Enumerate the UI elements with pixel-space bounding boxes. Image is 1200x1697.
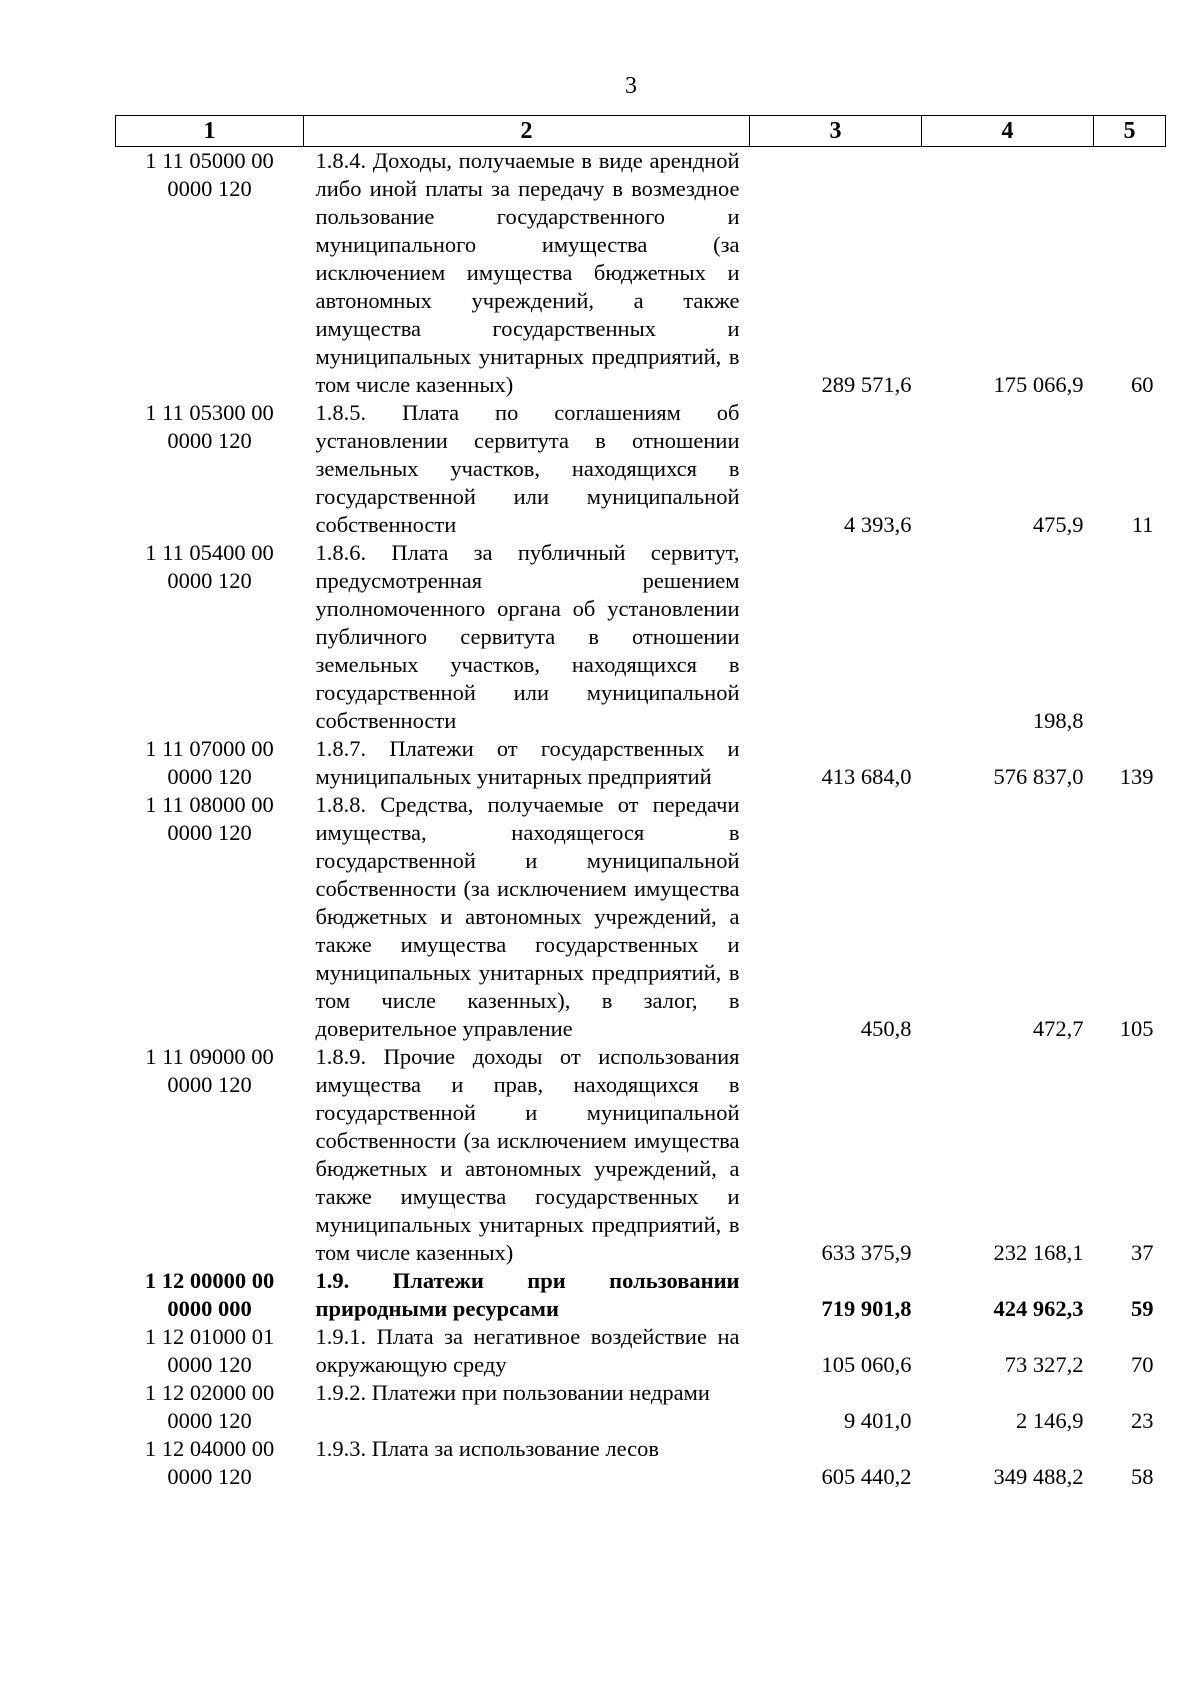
row-name: 1.8.7. Платежи от государственных и муниципальных унитарных предприятий <box>315 736 740 789</box>
row-value-col4: 73 327,2 <box>1004 1352 1084 1377</box>
row-code <box>116 539 304 735</box>
header-row <box>116 116 1166 147</box>
row-value-col3: 633 375,9 <box>821 1240 912 1265</box>
row-value-col3: 289 571,6 <box>821 372 912 397</box>
row-name: 1.8.9. Прочие доходы от использования имущества и прав, находящихся в государственной и муниципальной собственности (за исключением имущества бюджетных и автономных учреждений, а также имущества государственных и муниципальных унитарных предприятий, в том числе казенных) <box>315 1044 740 1265</box>
column-header-3: 3 <box>750 116 922 147</box>
row-code <box>116 1267 304 1323</box>
row-code-line-1: 1 12 02000 00 <box>144 1380 275 1405</box>
row-value-col3: 4 393,6 <box>844 512 912 537</box>
column-header-4: 4 <box>922 116 1094 147</box>
row-value-col5: 70 <box>1131 1352 1154 1377</box>
row-value-col4: 2 146,9 <box>1016 1408 1084 1433</box>
table-row <box>116 1043 1166 1267</box>
table-row <box>116 1323 1166 1379</box>
row-value-col5 <box>1094 539 1166 735</box>
row-code-line-1: 1 12 04000 00 <box>144 1436 275 1461</box>
row-code-line-2: 0000 120 <box>167 1464 252 1489</box>
row-value-col3 <box>750 539 922 735</box>
row-code <box>116 1379 304 1435</box>
row-code-line-2: 0000 120 <box>167 176 252 201</box>
row-value-col4: 472,7 <box>1032 1016 1084 1041</box>
row-value-col5: 59 <box>1131 1296 1154 1321</box>
row-value-col5: 23 <box>1131 1408 1154 1433</box>
row-value-col5: 37 <box>1131 1240 1154 1265</box>
row-value-col4: 198,8 <box>1032 708 1084 733</box>
table-row <box>116 399 1166 539</box>
row-code <box>116 791 304 1043</box>
page-number: 3 <box>625 73 637 99</box>
row-code <box>116 1435 304 1491</box>
row-value-col3: 105 060,6 <box>821 1352 912 1377</box>
row-name: 1.9.2. Платежи при пользовании недрами <box>315 1380 710 1405</box>
row-code-line-2: 0000 120 <box>167 764 252 789</box>
row-code-line-1: 1 11 05300 00 <box>145 400 274 425</box>
row-code-line-2: 0000 120 <box>167 568 252 593</box>
row-value-col5: 58 <box>1131 1464 1154 1489</box>
budget-table <box>115 115 1166 1491</box>
row-code-line-1: 1 12 00000 00 <box>144 1268 275 1293</box>
row-code-line-1: 1 11 05400 00 <box>145 540 274 565</box>
row-code-line-2: 0000 120 <box>167 820 252 845</box>
row-code <box>116 1323 304 1379</box>
row-code <box>116 399 304 539</box>
row-name: 1.8.5. Плата по соглашениям об установлении сервитута в отношении земельных участков, находящихся в государственной или муниципальной собственности <box>315 400 740 537</box>
row-value-col3: 9 401,0 <box>844 1408 912 1433</box>
column-header-2: 2 <box>304 116 750 147</box>
row-name: 1.9. Платежи при пользовании природными ресурсами <box>315 1268 740 1321</box>
table-row <box>116 539 1166 735</box>
row-value-col3: 719 901,8 <box>821 1296 912 1321</box>
row-code-line-2: 0000 120 <box>167 1408 252 1433</box>
row-code <box>116 147 304 400</box>
table-row <box>116 147 1166 400</box>
row-value-col3: 605 440,2 <box>821 1464 912 1489</box>
row-value-col5: 60 <box>1131 372 1154 397</box>
table-row <box>116 1435 1166 1491</box>
row-code-line-2: 0000 120 <box>167 1352 252 1377</box>
row-code <box>116 735 304 791</box>
row-value-col4: 475,9 <box>1032 512 1084 537</box>
row-code-line-1: 1 11 09000 00 <box>145 1044 274 1069</box>
row-value-col4: 576 837,0 <box>993 764 1084 789</box>
table-row <box>116 735 1166 791</box>
column-header-1: 1 <box>116 116 304 147</box>
row-value-col4: 424 962,3 <box>993 1296 1084 1321</box>
table-row <box>116 1267 1166 1323</box>
row-code-line-2: 0000 000 <box>167 1296 252 1321</box>
row-code-line-2: 0000 120 <box>167 1072 252 1097</box>
row-value-col4: 175 066,9 <box>993 372 1084 397</box>
row-code-line-2: 0000 120 <box>167 428 252 453</box>
row-value-col5: 105 <box>1119 1016 1154 1041</box>
row-name: 1.9.3. Плата за использование лесов <box>315 1436 660 1461</box>
row-value-col4: 232 168,1 <box>993 1240 1084 1265</box>
row-code-line-1: 1 11 08000 00 <box>145 792 274 817</box>
table-row <box>116 1379 1166 1435</box>
row-value-col5: 11 <box>1131 512 1154 537</box>
row-code-line-1: 1 11 07000 00 <box>145 736 274 761</box>
row-value-col5: 139 <box>1119 764 1154 789</box>
row-value-col4: 349 488,2 <box>993 1464 1084 1489</box>
column-header-5: 5 <box>1094 116 1166 147</box>
row-value-col3: 413 684,0 <box>821 764 912 789</box>
row-name: 1.9.1. Плата за негативное воздействие на окружающую среду <box>315 1324 740 1377</box>
row-name: 1.8.8. Средства, получаемые от передачи имущества, находящегося в государственной и муниципальной собственности (за исключением имущества бюджетных и автономных учреждений, а также имущества государственных и муниципальных унитарных предприятий, в том числе казенных), в залог, в доверительное управление <box>315 792 740 1041</box>
row-code <box>116 1043 304 1267</box>
row-code-line-1: 1 11 05000 00 <box>145 148 274 173</box>
row-code-line-1: 1 12 01000 01 <box>144 1324 275 1349</box>
row-name: 1.8.6. Плата за публичный сервитут, предусмотренная решением уполномоченного органа об установлении публичного сервитута в отношении земельных участков, находящихся в государственной или муниципальной собственности <box>315 540 740 733</box>
row-value-col3: 450,8 <box>860 1016 912 1041</box>
row-name: 1.8.4. Доходы, получаемые в виде арендной либо иной платы за передачу в возмездное пользование государственного и муниципального имущества (за исключением имущества бюджетных и автономных учреждений, а также имущества государственных и муниципальных унитарных предприятий, в том числе казенных) <box>315 148 740 397</box>
table-row <box>116 791 1166 1043</box>
